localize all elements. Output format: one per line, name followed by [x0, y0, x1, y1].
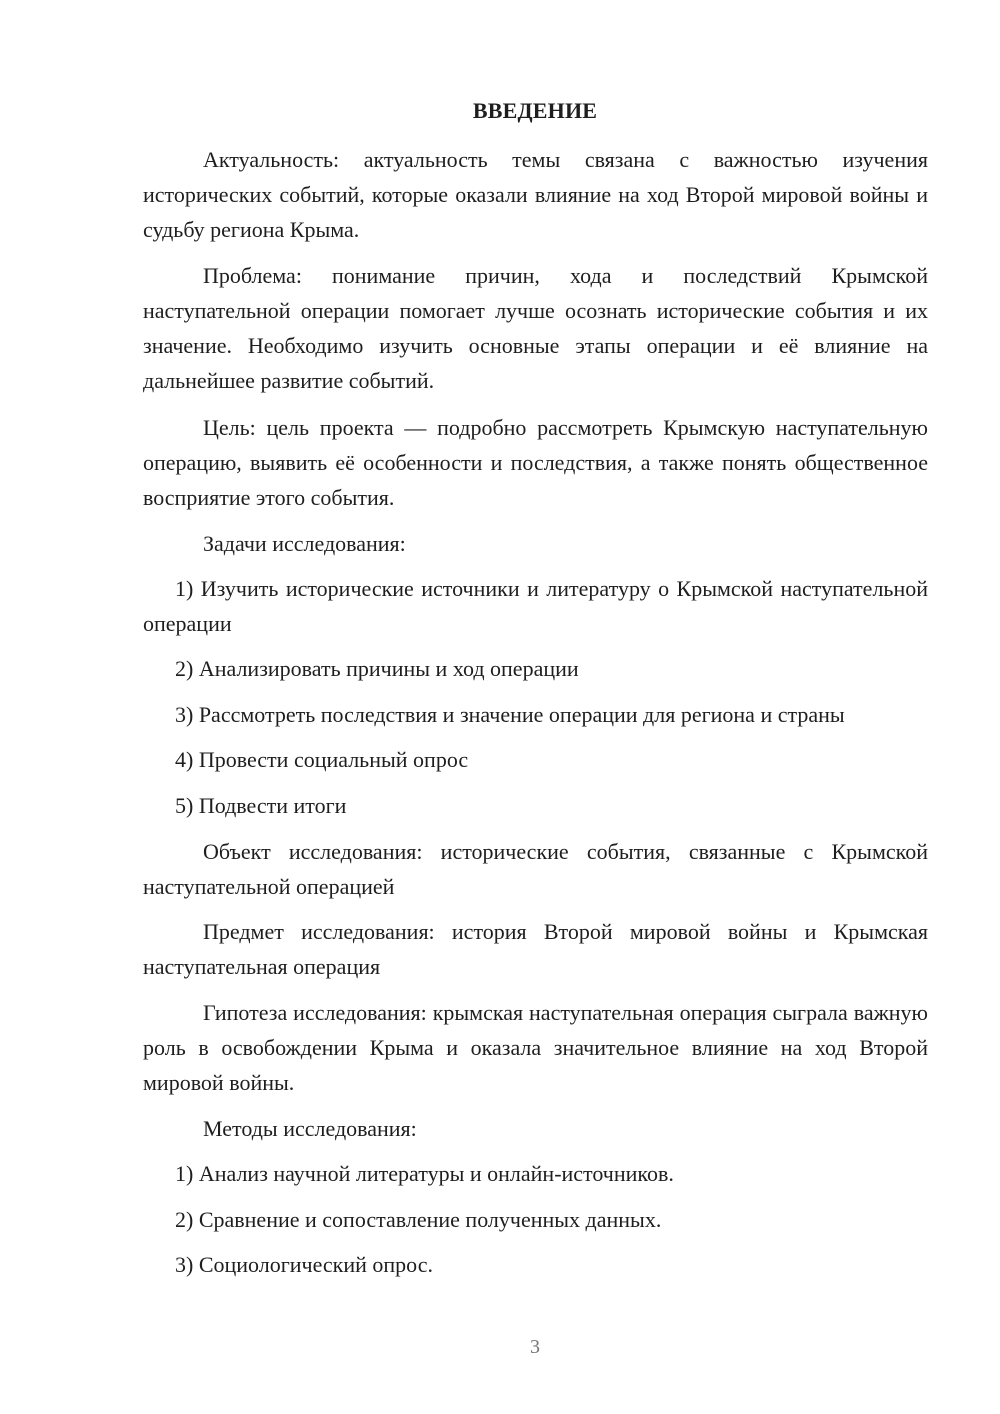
page-heading: ВВЕДЕНИЕ [472, 98, 598, 123]
subject-paragraph: Предмет исследования: история Второй мировой войны и Крымская наступательная операция [143, 919, 928, 979]
method-item-1: 1) Анализ научной литературы и онлайн-источников. [175, 1161, 674, 1186]
problem-paragraph: Проблема: понимание причин, хода и последствий Крымской наступательной операции помогает лучше осознать исторические события и их значение. Необходимо изучить основные этапы операции и её влияние на дальнейшее развитие событий. [143, 263, 928, 393]
tasks-title: Задачи исследования: [203, 531, 406, 556]
task-item-2: 2) Анализировать причины и ход операции [175, 656, 579, 681]
method-item-2: 2) Сравнение и сопоставление полученных данных. [175, 1207, 662, 1232]
task-item-5: 5) Подвести итоги [175, 793, 347, 818]
methods-title: Методы исследования: [203, 1116, 417, 1141]
task-item-1: 1) Изучить исторические источники и литературу о Крымской наступательной операции [143, 576, 928, 636]
goal-paragraph: Цель: цель проекта — подробно рассмотреть Крымскую наступательную операцию, выявить её особенности и последствия, а также понять общественное восприятие этого события. [143, 415, 928, 510]
page-number: 3 [530, 1336, 540, 1358]
task-item-4: 4) Провести социальный опрос [175, 747, 469, 772]
hypothesis-paragraph: Гипотеза исследования: крымская наступательная операция сыграла важную роль в освобождении Крыма и оказала значительное влияние на ход Второй мировой войны. [143, 1000, 928, 1095]
relevance-paragraph: Актуальность: актуальность темы связана с важностью изучения исторических событий, которые оказали влияние на ход Второй мировой войны и судьбу региона Крыма. [143, 147, 928, 242]
task-item-3: 3) Рассмотреть последствия и значение операции для региона и страны [175, 702, 845, 727]
object-paragraph: Объект исследования: исторические события, связанные с Крымской наступательной операцией [143, 839, 928, 899]
method-item-3: 3) Социологический опрос. [175, 1252, 433, 1277]
